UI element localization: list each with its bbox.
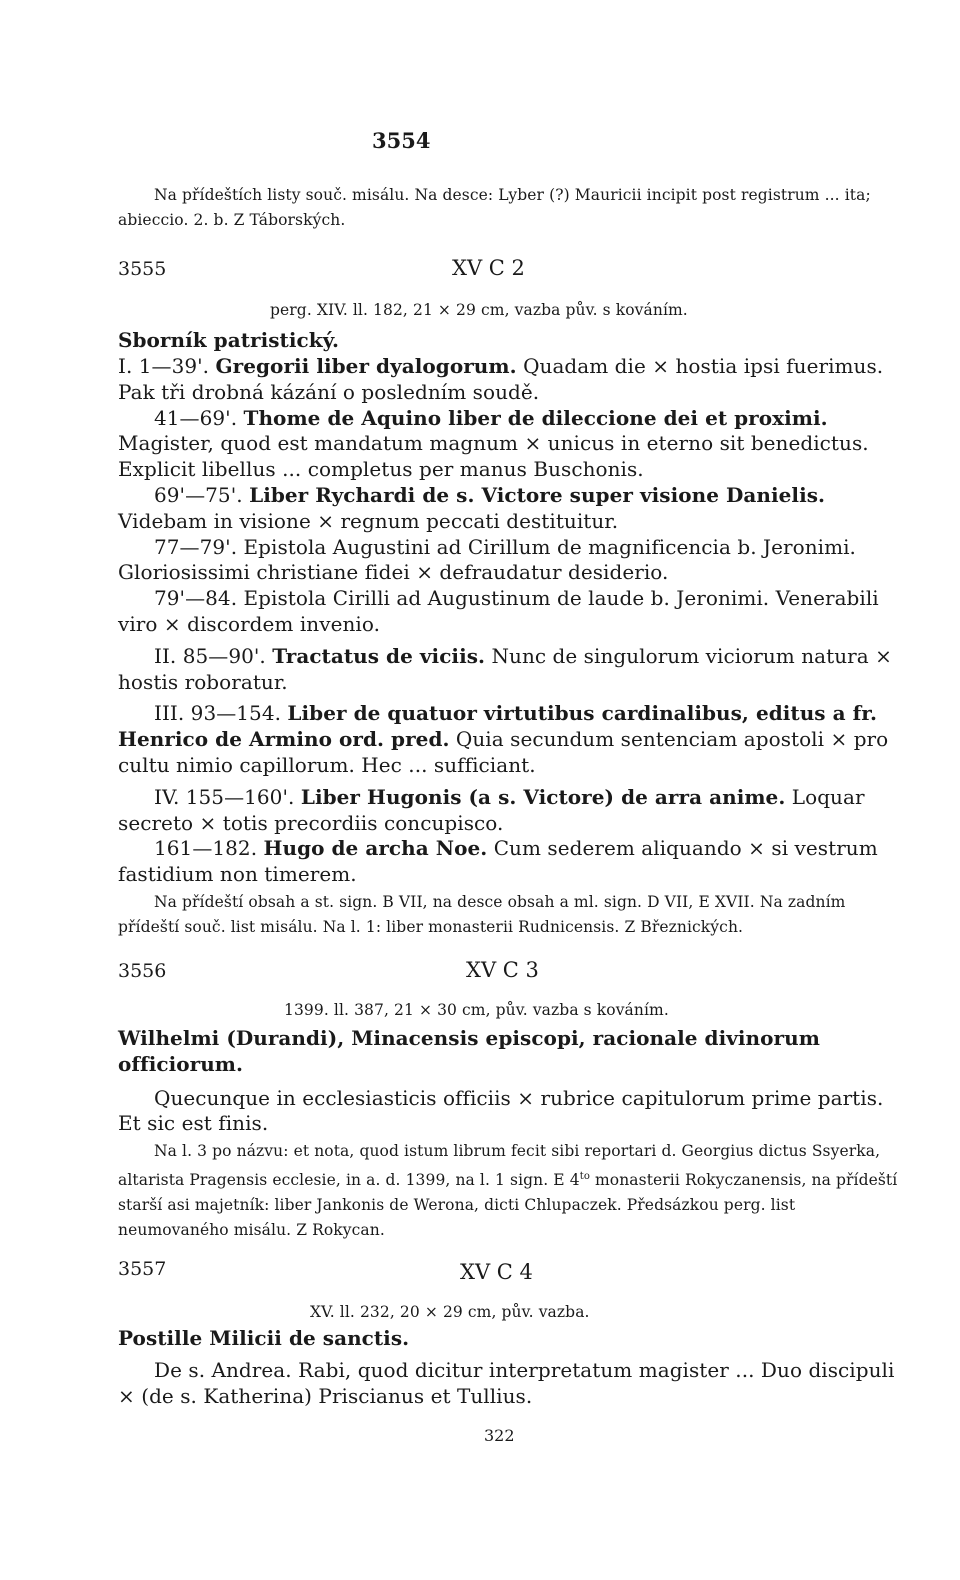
note-text-cont: monasterii Rokyczanensis, na přídeští starší asi majetník: liber Jankonis de Werona, dicti Chlupaczek. Předsázkou perg. list neumovaného misálu. Z Rokycan. bbox=[118, 1171, 898, 1240]
shelf-signature: XV C 2 bbox=[452, 256, 525, 280]
content-item bbox=[118, 586, 908, 638]
shelf-signature: XV C 3 bbox=[466, 958, 539, 982]
item-title: Liber Rychardi de s. Victore super visione Danielis. bbox=[249, 482, 826, 507]
item-text: Cum sederem aliquando × si vestrum fastidium non timerem. bbox=[118, 836, 878, 887]
item-ref: III. 93—154. bbox=[154, 701, 281, 726]
physical-description: perg. XIV. ll. 182, 21 × 29 cm, vazba pův. s kováním. bbox=[270, 301, 688, 319]
item-text: Epistola Augustini ad Cirillum de magnificencia b. Jeronimi. Gloriosissimi christiane fidei × defraudatur desiderio. bbox=[118, 534, 856, 585]
provenance-note bbox=[118, 1139, 908, 1243]
incipit-explicit: De s. Andrea. Rabi, quod dicitur interpretatum magister ... Duo discipuli × (de s. Katherina) Priscianus et Tullius. bbox=[118, 1357, 895, 1408]
content-item bbox=[118, 785, 908, 837]
item-text: Videbam in visione × regnum peccati destituitur. bbox=[118, 508, 619, 533]
folio-number: 322 bbox=[484, 1426, 515, 1445]
item-ref: 77—79'. bbox=[154, 534, 238, 559]
content-item bbox=[118, 644, 908, 696]
physical-description: XV. ll. 232, 20 × 29 cm, pův. vazba. bbox=[310, 1303, 590, 1321]
note-superscript: to bbox=[579, 1171, 590, 1183]
shelf-signature: XV C 4 bbox=[460, 1260, 533, 1284]
entry-body bbox=[118, 1026, 908, 1243]
item-title: Hugo de archa Noe. bbox=[263, 836, 488, 861]
running-head: 3554 bbox=[372, 128, 431, 153]
entry-number: 3555 bbox=[118, 258, 167, 280]
item-ref: 79'—84. bbox=[154, 586, 238, 611]
item-title: Liber de quatuor virtutibus cardinalibus, editus a fr. Henrico de Armino ord. pred. bbox=[118, 701, 878, 752]
entry-title: Postille Milicii de sanctis. bbox=[118, 1326, 410, 1350]
contents-list bbox=[118, 354, 908, 940]
content-item bbox=[118, 483, 908, 535]
item-text: Loquar secreto × totis precordiis concupisco. bbox=[118, 784, 865, 835]
entry-body bbox=[118, 1326, 908, 1409]
content-item bbox=[118, 535, 908, 587]
item-ref: 41—69'. bbox=[154, 405, 238, 430]
physical-description: 1399. ll. 387, 21 × 30 cm, pův. vazba s kováním. bbox=[284, 1001, 669, 1019]
item-text: Magister, quod est mandatum magnum × unicus in eterno sit benedictus. Explicit libellus ... completus per manus Buschonis. bbox=[118, 431, 869, 482]
content-item bbox=[118, 701, 908, 778]
entry-number: 3557 bbox=[118, 1258, 167, 1280]
incipit-explicit: Quecunque in ecclesiasticis officiis × rubrice capitulorum prime partis. Et sic est finis. bbox=[118, 1085, 884, 1136]
item-text: Quia secundum sentenciam apostoli × pro cultu nimio capillorum. Hec ... sufficiant. bbox=[118, 727, 889, 777]
content-item bbox=[118, 836, 908, 888]
item-ref: 161—182. bbox=[154, 836, 258, 861]
content-item bbox=[118, 354, 908, 406]
item-text: Quadam die × hostia ipsi fuerimus. Pak tři drobná kázání o posledním soudě. bbox=[118, 354, 884, 404]
item-text: Epistola Cirilli ad Augustinum de laude b. Jeronimi. Venerabili viro × discordem invenio. bbox=[118, 586, 879, 636]
entry-title: Sborník patristický. bbox=[118, 328, 339, 352]
item-ref: II. 85—90'. bbox=[154, 643, 266, 668]
entry-title: Wilhelmi (Durandi), Minacensis episcopi, racionale divinorum officiorum. bbox=[118, 1026, 820, 1076]
item-ref: I. 1—39'. bbox=[118, 354, 210, 378]
item-title: Liber Hugonis (a s. Victore) de arra anime. bbox=[300, 784, 786, 809]
item-title: Gregorii liber dyalogorum. bbox=[215, 354, 517, 378]
note-text: Na l. 3 po názvu: et nota, quod istum librum fecit sibi reportari d. Georgius dictus Ssyerka, altarista Pragensis ecclesie, in a. d. 1399, na l. 1 sign. E 4 bbox=[118, 1142, 881, 1190]
item-ref: IV. 155—160'. bbox=[154, 784, 295, 809]
item-title: Tractatus de viciis. bbox=[272, 643, 486, 668]
entry-number: 3556 bbox=[118, 960, 167, 982]
item-title: Thome de Aquino liber de dileccione dei et proximi. bbox=[243, 405, 828, 430]
item-text: Nunc de singulorum viciorum natura × hostis roboratur. bbox=[118, 643, 892, 694]
item-ref: 69'—75'. bbox=[154, 482, 243, 507]
provenance-note: Na přídeští obsah a st. sign. B VII, na desce obsah a ml. sign. D VII, E XVII. Na zadním přídeští souč. list misálu. Na l. 1: liber monasterii Rudnicensis. Z Březnických. bbox=[118, 892, 846, 936]
content-item bbox=[118, 406, 908, 483]
prev-entry-note: Na přídeštích listy souč. misálu. Na desce: Lyber (?) Mauricii incipit post registrum ... ita; abieccio. 2. b. Z Táborských. bbox=[118, 186, 871, 229]
